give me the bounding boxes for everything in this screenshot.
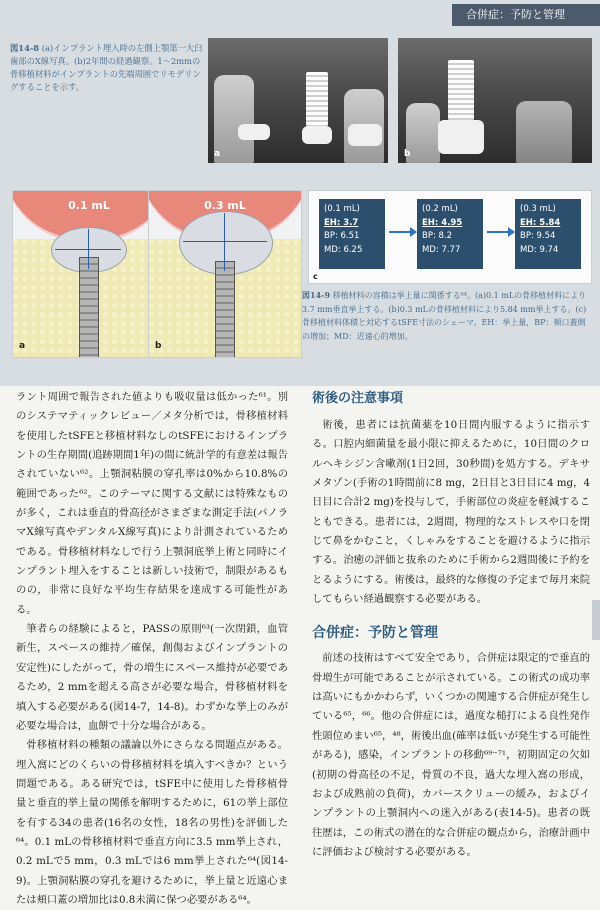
panel-label: a [214,149,221,159]
horizontal-arrow [183,241,267,242]
volume-label: 0.3 mL [204,199,246,212]
box-volume: (0.3 mL) [520,204,556,214]
diagram-c-schema [308,190,592,284]
crown-shape [348,124,382,146]
section-heading-complications: 合併症：予防と管理 [312,625,438,642]
crown-shape [438,120,484,154]
xray-image-a [208,38,388,163]
crown-shape [302,126,332,144]
figure-14-8-number: 図14-8 [10,43,40,53]
figure-14-9-number: 図14-9 [302,290,331,300]
panel-label: c [313,272,318,281]
volume-box [515,199,581,269]
paragraph: 前述の技術はすべて安全であり，合併症は限定的で垂直的骨増生が可能であることが示されている。この術式の成功率は高いにもかかわらず，いくつかの関連する合併症が発生している⁶⁵，⁶⁶。他の合併症には，過度な槌打による良性発作性頭位めまい⁶⁵，⁴⁸，術後出血(確率は低いが発生する可能性がある)，感染，インプラントの移動⁶⁹⁻⁷¹，初期固定の欠如(初期の骨高径の不足，骨質の不良，過大な埋入窩の形成，および成熟前の負荷)，カバースクリューの緩み，およびインプラントの上顎洞内への迷入がある(表14-5)。患者の既往歴は，この術式の潜在的な合併症の観点から，治療計画中に評価および検討する必要がある。 [312,652,591,858]
paragraph: 筆者らの経験によると，PASSの原則⁶³(一次閉鎖，血管新生，スペースの維持／確保，創傷およびインプラントの安定性)にしたがって，骨の増生にスペース維持が必要であるため，2 mmを超える高さが必要な場合，骨移植材料を填入する必要がある(図14-7，14-8)。わずかな挙上のみが必要な場合は，血餅で十分な場合がある。 [16,623,288,732]
diagram-b [148,190,302,358]
box-volume: (0.2 mL) [422,204,458,214]
box-bp: BP: 9.54 [520,231,556,241]
arrow-right-icon [389,231,415,233]
box-volume: (0.1 mL) [324,204,360,214]
right-text-column [312,388,590,862]
box-md: MD: 6.25 [324,244,363,255]
paragraph: 術後，患者には抗菌薬を10日間内服するように指示する。口腔内細菌量を最小限に抑えるために，10日間のクロルヘキシジン含嗽剤(1日2回，30秒間)を処方する。デキサメタゾン(手術の1時間前に8 mg，2日目と3日目に4 mg，4日目に合計2 mg)を投与して，手術部位の炎症を軽減することもできる。患者には，2週間，物理的なストレスや口を閉じて鼻をかむこと，くしゃみをすることを避けるように指示する。治癒の評価と抜糸のために手術から2週間後に予約をとるようにする。術後は，最終的な修復の予定まで毎月来院してもらい経過観察する必要がある。 [312,419,591,606]
crown-shape [238,124,270,140]
figure-14-8-caption [10,42,206,94]
paragraph: 骨移植材料の種類の議論以外にさらなる問題点がある。埋入窩にどのくらいの骨移植材料を填入すべきか？という問題である。ある研究では，tSFE中に使用した骨移植骨量と垂直的挙上量の関係を解明するために，61の挙上部位を有する34の患者(16名の女性，18名の男性)を評価した⁶⁴。0.1 mLの骨移植材料で垂直方向に3.5 mm挙上され，0.2 mLで5 mm，0.3 mLでは6 mm挙上された⁶⁴(図14-9)。上顎洞粘膜の穿孔を避けるために，挙上量と近遠心または頬口蓋の増加比は0.8未満に保つ必要がある⁶⁴。 [16,739,288,906]
implant-shape [306,72,328,130]
implant-shape [448,60,474,124]
running-header: 合併症：予防と管理 [452,4,600,26]
figure-14-8-text: (a)インプラント埋入時の左側上顎第一大臼歯部のX線写真。(b)2年間の経過観察。1～2mmの骨移植材料がインプラントの先端周囲でリモデリングすることを示す。 [10,43,203,92]
tooth-shape [406,103,440,163]
implant-post [215,261,235,358]
volume-label: 0.1 mL [68,199,110,212]
box-md: MD: 7.77 [422,244,461,255]
diagram-a [12,190,166,358]
box-eh: EH: 5.84 [520,217,561,228]
margin-tab [592,600,600,640]
figure-14-9-caption [302,289,592,343]
horizontal-arrow [55,249,121,250]
xray-image-b [398,38,592,163]
arrow-right-icon [487,231,513,233]
vertical-arrow [224,213,225,271]
tooth-shape [516,101,572,163]
box-bp: BP: 6.51 [324,231,360,241]
box-eh: EH: 3.7 [324,217,359,228]
volume-box [417,199,483,269]
implant-post [79,257,99,358]
box-bp: BP: 8.2 [422,231,453,241]
panel-label: b [155,341,162,351]
panel-label: a [19,341,26,351]
left-text-column [16,388,288,910]
figure-14-9-text: 移植材料の容積は挙上量に関係する⁶⁴。(a)0.1 mLの骨移植材料により3.7 mm垂直挙上する。(b)0.3 mLの骨移植材料により5.84 mm挙上する。(c)骨移植材料体積と対応するtSFE寸法のシェーマ。EH：挙上量，BP：頬口蓋側の増加；MD：近遠心的増加。 [302,291,587,341]
volume-box [319,199,385,269]
paragraph: ラント周囲で報告された値よりも吸収量は低かった⁶¹。別のシステマティックレビュー／メタ分析では，骨移植材料を使用したtSFEと移植材料なしのtSFEにおけるインプラントの生存期間(追跡期間1年)の間に統計学的有意差は報告されていない⁶²。上顎洞粘膜の穿孔率は0%から10.8%の範囲であった⁶²。このテーマに関する文献には特殊なものが多く，これは垂直的骨高径がさまざまな測定手法(パノラマX線写真やデンタルX線写真)により計測されているためである。骨移植材料なしで行う上顎洞底挙上術と同時にインプラント埋入をすることは新しい技術で，制限があるものの，非常に良好な平均生存結果を達成する可能性がある。 [16,391,289,616]
box-eh: EH: 4.95 [422,217,463,228]
section-heading-postoperative: 術後の注意事項 [312,391,404,406]
panel-label: b [404,149,411,159]
box-md: MD: 9.74 [520,244,559,255]
